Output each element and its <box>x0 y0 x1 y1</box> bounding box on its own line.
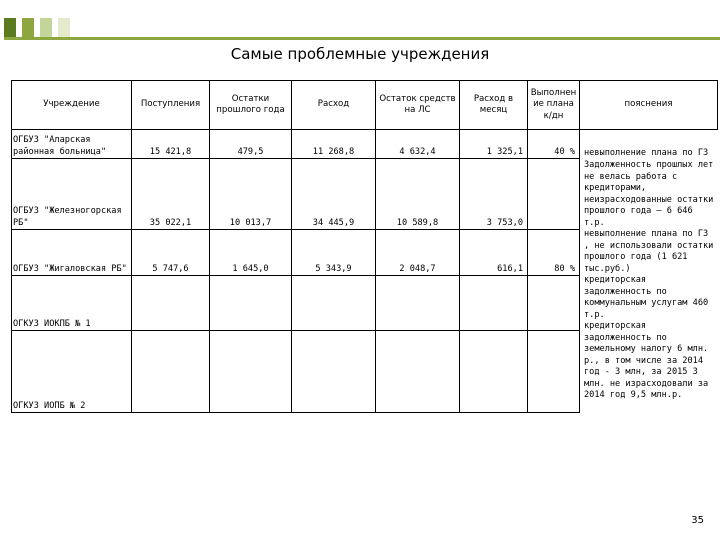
cell-income <box>132 331 210 413</box>
cell-name: ОГКУЗ ИОПБ № 2 <box>12 331 132 413</box>
cell-monthly: 1 325,1 <box>460 130 528 159</box>
note-item: кредиторская задолженность по коммунальным услугам 460 т.р. <box>584 275 709 320</box>
cell-plan: 40 % <box>528 130 580 159</box>
notes-cell <box>580 130 718 413</box>
cell-name: ОГКУЗ ИОКПБ № 1 <box>12 276 132 331</box>
cell-expense <box>292 331 376 413</box>
cell-name: ОГБУЗ "Железногорская РБ" <box>12 159 132 230</box>
cell-income <box>132 276 210 331</box>
title-underline <box>4 37 720 40</box>
page-number: 35 <box>691 515 704 526</box>
table-row <box>12 130 718 159</box>
header-balance: Остаток средств на ЛС <box>376 81 460 130</box>
cell-income: 35 022,1 <box>132 159 210 230</box>
header-prev-balance: Остатки прошлого года <box>210 81 292 130</box>
page-title: Самые проблемные учреждения <box>230 45 490 63</box>
cell-plan <box>528 159 580 230</box>
cell-rest <box>210 276 292 331</box>
cell-plan <box>528 331 580 413</box>
cell-rest: 1 645,0 <box>210 230 292 276</box>
cell-monthly <box>460 331 528 413</box>
cell-name: ОГБУЗ "Жигаловская РБ" <box>12 230 132 276</box>
cell-rest: 10 013,7 <box>210 159 292 230</box>
cell-balance: 2 048,7 <box>376 230 460 276</box>
note-item: невыполнение плана по ГЗ , не использовали остатки прошлого года (1 621 тыс.руб.) <box>584 229 714 274</box>
cell-income: 15 421,8 <box>132 130 210 159</box>
cell-balance <box>376 276 460 331</box>
cell-balance: 10 589,8 <box>376 159 460 230</box>
cell-monthly <box>460 276 528 331</box>
note-item: невыполнение плана по ГЗ <box>584 148 709 158</box>
institutions-table <box>11 80 718 413</box>
cell-expense: 5 343,9 <box>292 230 376 276</box>
cell-expense <box>292 276 376 331</box>
cell-monthly: 616,1 <box>460 230 528 276</box>
header-institution: Учреждение <box>12 81 132 130</box>
header-notes: пояснения <box>580 81 718 130</box>
cell-plan: 80 % <box>528 230 580 276</box>
cell-expense: 11 268,8 <box>292 130 376 159</box>
cell-rest: 479,5 <box>210 130 292 159</box>
cell-name: ОГБУЗ "Аларская районная больница" <box>12 130 132 159</box>
header-expense: Расход <box>292 81 376 130</box>
note-item: кредиторская задолженность по земельному налогу 6 млн. р., в том числе за 2014 год - 3 млн, за 2015 3 млн. не израсходовали за 2014 год 9,5 млн.р. <box>584 321 709 400</box>
cell-balance <box>376 331 460 413</box>
note-item: Задолженность прошлых лет не велась работа с кредиторами, неизрасходованные остатки прошлого года – 6 646 т.р. <box>584 160 714 228</box>
header-monthly: Расход в месяц <box>460 81 528 130</box>
header-plan: Выполнен ие плана к/дн <box>528 81 580 130</box>
cell-plan <box>528 276 580 331</box>
cell-income: 5 747,6 <box>132 230 210 276</box>
header-row <box>12 81 718 130</box>
cell-rest <box>210 331 292 413</box>
header-income: Поступления <box>132 81 210 130</box>
cell-monthly: 3 753,0 <box>460 159 528 230</box>
cell-expense: 34 445,9 <box>292 159 376 230</box>
cell-balance: 4 632,4 <box>376 130 460 159</box>
